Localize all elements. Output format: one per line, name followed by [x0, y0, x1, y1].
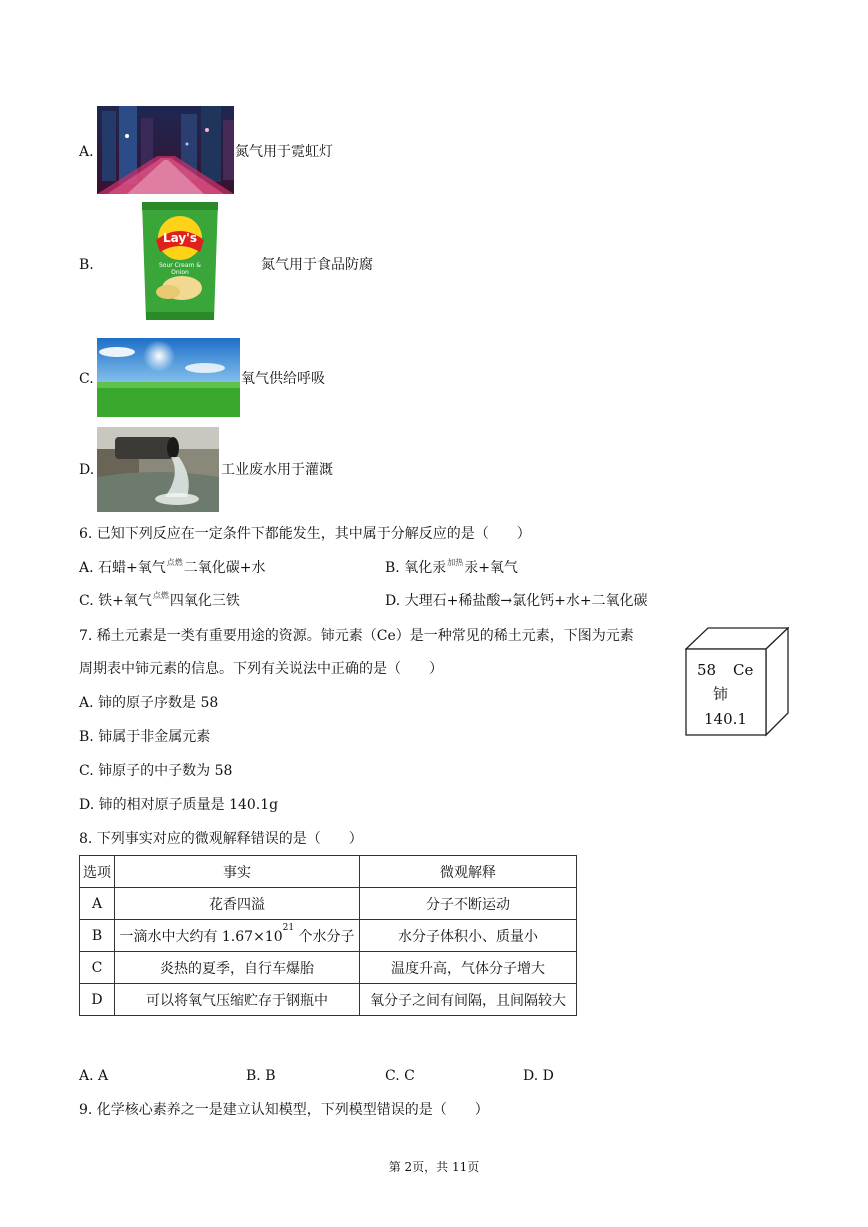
q6-c-before: C. 铁+氧气	[79, 593, 152, 609]
q6-option-b	[385, 559, 518, 579]
row-fact	[115, 920, 360, 952]
element-name: 铈	[713, 685, 729, 703]
element-cell-cube	[685, 627, 789, 737]
q6-a-after: 二氧化碳+水	[183, 560, 266, 576]
q6-option-a	[79, 559, 265, 579]
option-d-text: 工业废水用于灌溉	[221, 462, 333, 478]
facts-table	[79, 855, 577, 1016]
fact-text-before: 一滴水中大约有 1.67×10	[119, 928, 283, 945]
q8-choice-b: B. B	[246, 1068, 276, 1084]
q6-b-after: 汞+氧气	[464, 560, 518, 576]
option-a-text: 氮气用于霓虹灯	[235, 144, 333, 160]
table-row	[80, 952, 577, 984]
q7-stem-line1: 7. 稀土元素是一类有重要用途的资源。铈元素（Ce）是一种常见的稀土元素，下图为元素	[79, 628, 634, 644]
row-fact: 可以将氧气压缩贮存于钢瓶中	[115, 984, 360, 1016]
table-row	[80, 888, 577, 920]
option-d-letter: D.	[79, 462, 95, 478]
chips-logo-text: Lay's	[162, 231, 197, 245]
q6-c-after: 四氧化三铁	[169, 593, 240, 609]
chips-bag-photo	[138, 200, 222, 324]
row-explanation: 氧分子之间有间隔，且间隔较大	[360, 984, 577, 1016]
q7-option-b: B. 铈属于非金属元素	[79, 729, 211, 745]
q6-b-before: B. 氧化汞	[385, 560, 447, 576]
q6-b-condition: 加热	[447, 558, 464, 567]
q6-a-before: A. 石蜡+氧气	[79, 560, 166, 576]
q9-stem: 9. 化学核心素养之一是建立认知模型，下列模型错误的是（ ）	[79, 1102, 489, 1118]
q6-c-condition: 点燃	[152, 591, 169, 600]
q7-option-d: D. 铈的相对原子质量是 140.1g	[79, 797, 279, 813]
row-explanation: 分子不断运动	[360, 888, 577, 920]
row-option: C	[80, 952, 115, 984]
q8-choice-c: C. C	[385, 1068, 415, 1084]
row-explanation: 温度升高，气体分子增大	[360, 952, 577, 984]
q6-option-d: D. 大理石+稀盐酸→氯化钙+水+二氧化碳	[385, 593, 648, 609]
element-atomic-number: 58	[697, 661, 717, 679]
option-b-letter: B.	[79, 257, 94, 273]
table-row	[80, 920, 577, 952]
row-option: A	[80, 888, 115, 920]
q8-choice-a: A. A	[79, 1068, 109, 1084]
option-c-text: 氧气供给呼吸	[241, 371, 325, 387]
header-fact: 事实	[115, 856, 360, 888]
option-a-letter: A.	[79, 144, 94, 160]
q6-stem: 6. 已知下列反应在一定条件下都能发生，其中属于分解反应的是（ ）	[79, 526, 531, 542]
header-explanation: 微观解释	[360, 856, 577, 888]
row-fact: 炎热的夏季，自行车爆胎	[115, 952, 360, 984]
element-symbol: Ce	[733, 661, 754, 679]
sky-grassland-photo	[97, 338, 240, 417]
row-option: D	[80, 984, 115, 1016]
q7-option-c: C. 铈原子的中子数为 58	[79, 763, 233, 779]
element-atomic-mass: 140.1	[704, 710, 747, 728]
q6-option-c	[79, 592, 240, 612]
q7-stem-line2: 周期表中铈元素的信息。下列有关说法中正确的是（ ）	[79, 661, 443, 677]
row-fact: 花香四溢	[115, 888, 360, 920]
chips-flavor-text: Sour Cream & Onion	[159, 262, 201, 276]
row-explanation: 水分子体积小、质量小	[360, 920, 577, 952]
q7-option-a: A. 铈的原子序数是 58	[79, 695, 219, 711]
q6-a-condition: 点燃	[166, 558, 183, 567]
q8-choice-d: D. D	[523, 1068, 554, 1084]
city-night-neon-photo	[97, 106, 234, 194]
fact-text-after: 个水分子	[294, 928, 355, 945]
header-option: 选项	[80, 856, 115, 888]
table-row	[80, 984, 577, 1016]
option-c-letter: C.	[79, 371, 94, 387]
page-footer: 第 2页，共 11页	[388, 1160, 480, 1174]
option-b-text: 氮气用于食品防腐	[261, 257, 373, 273]
q8-stem: 8. 下列事实对应的微观解释错误的是（ ）	[79, 831, 363, 847]
fact-exponent: 21	[282, 922, 295, 933]
table-header-row	[80, 856, 577, 888]
wastewater-pipe-photo	[97, 427, 219, 512]
row-option: B	[80, 920, 115, 952]
